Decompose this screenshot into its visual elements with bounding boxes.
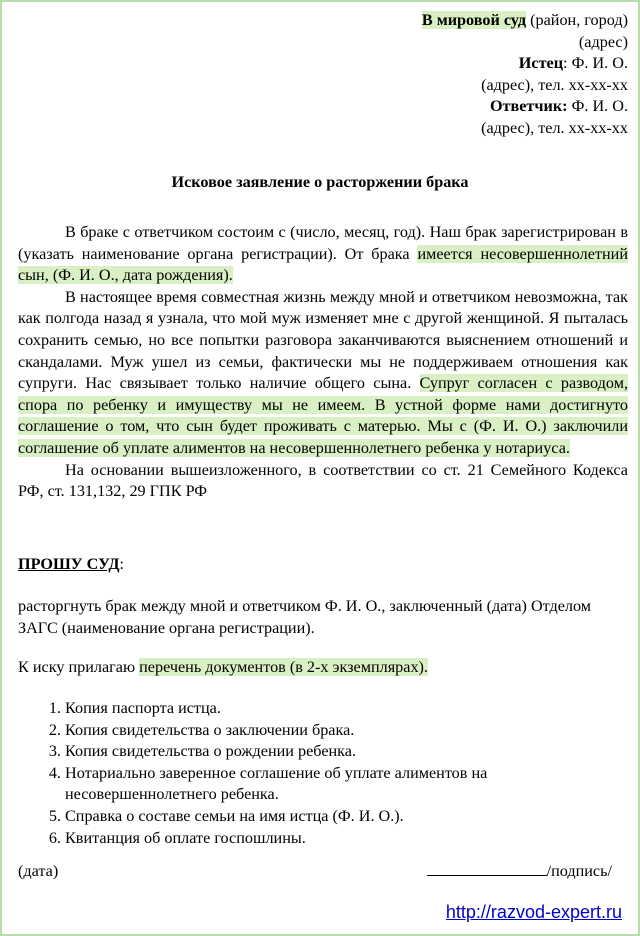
defendant-line bbox=[422, 96, 628, 118]
plaintiff-name: : Ф. И. О. bbox=[563, 54, 628, 73]
documents-list-highlight: перечень документов (в 2-х экземплярах). bbox=[139, 658, 428, 676]
court-address: (адрес) bbox=[578, 32, 628, 51]
list-item: 2. Копия свидетельства о заключении брака. bbox=[65, 720, 535, 742]
list-item: 6. Квитанция об оплате госпошлины. bbox=[65, 828, 535, 850]
addressee-block bbox=[422, 10, 628, 140]
claim-body bbox=[18, 222, 628, 503]
court-line bbox=[422, 10, 628, 32]
paragraph-marriage bbox=[18, 222, 628, 287]
request-colon: : bbox=[119, 555, 125, 573]
list-item: 3. Копия свидетельства о рождении ребенка. bbox=[65, 741, 535, 763]
agreement-highlight: Супруг согласен с разводом, спора по ребенку и имуществу мы не имеем. В устной форме нами достигнуто соглашение о том, что сын будет проживать с матерью. Мы с (Ф. И. О.) заключили соглашение об уплате алиментов на несовершеннолетнего ребенка у нотариуса. bbox=[18, 374, 628, 457]
request-heading-line bbox=[18, 554, 124, 576]
request-text: расторгнуть брак между мной и ответчиком Ф. И. О., заключенный (дата) Отделом ЗАГС (наименование органа регистрации). bbox=[18, 597, 592, 637]
paragraph-circumstances bbox=[18, 287, 628, 460]
paragraph-marriage-text: В браке с ответчиком состоим с (число, месяц, год). Наш брак зарегистрирован в (указать наименование органа регистрации). От брака bbox=[18, 223, 628, 263]
list-item: 1. Копия паспорта истца. bbox=[65, 698, 535, 720]
date-placeholder: (дата) bbox=[18, 862, 59, 880]
signature-label: /подпись/ bbox=[546, 862, 612, 880]
list-item: 4. Нотариально заверенное соглашение об уплате алиментов на несовершеннолетнего ребенка. bbox=[65, 763, 535, 806]
website-link[interactable]: http://razvod-expert.ru bbox=[445, 902, 622, 922]
child-info-highlight: имеется несовершеннолетний сын, (Ф. И. О., дата рождения). bbox=[18, 244, 628, 285]
signature-block bbox=[427, 861, 612, 883]
paragraph-legal-basis: На основании вышеизложенного, в соответствии со ст. 21 Семейного Кодекса РФ, ст. 131,132, 29 ГПК РФ bbox=[18, 460, 628, 501]
plaintiff-contacts: (адрес), тел. хх-хх-хх bbox=[481, 75, 628, 94]
defendant-label: Ответчик: bbox=[489, 97, 568, 116]
paragraph-circumstances-text: В настоящее время совместная жизнь между мной и ответчиком невозможна, так как полгода назад я узнала, что мой муж изменяет мне с другой женщиной. Я пыталась сохранить семью, но все попытки разговора заканчиваются выяснением отношений и скандалами. Муж ушел из семьи, фактически мы не поддерживаем отношения как супруги. Нас связывает только наличие общего сына. bbox=[18, 287, 628, 393]
attachments-list bbox=[18, 698, 535, 849]
attachments-intro-text: К иску прилагаю bbox=[18, 658, 140, 676]
document-title: Исковое заявление о расторжении брака bbox=[171, 173, 469, 191]
signature-line bbox=[427, 861, 547, 876]
defendant-contacts: (адрес), тел. хх-хх-хх bbox=[481, 118, 628, 137]
court-location: (район, город) bbox=[526, 11, 628, 29]
court-name: В мировой суд bbox=[421, 11, 527, 29]
plaintiff-label: Истец bbox=[518, 54, 564, 73]
attachments-intro bbox=[18, 657, 428, 679]
request-heading: ПРОШУ СУД bbox=[18, 555, 120, 573]
defendant-name: Ф. И. О. bbox=[567, 97, 628, 116]
plaintiff-line bbox=[422, 53, 628, 75]
list-item: 5. Справка о составе семьи на имя истца (Ф. И. О.). bbox=[65, 806, 535, 828]
